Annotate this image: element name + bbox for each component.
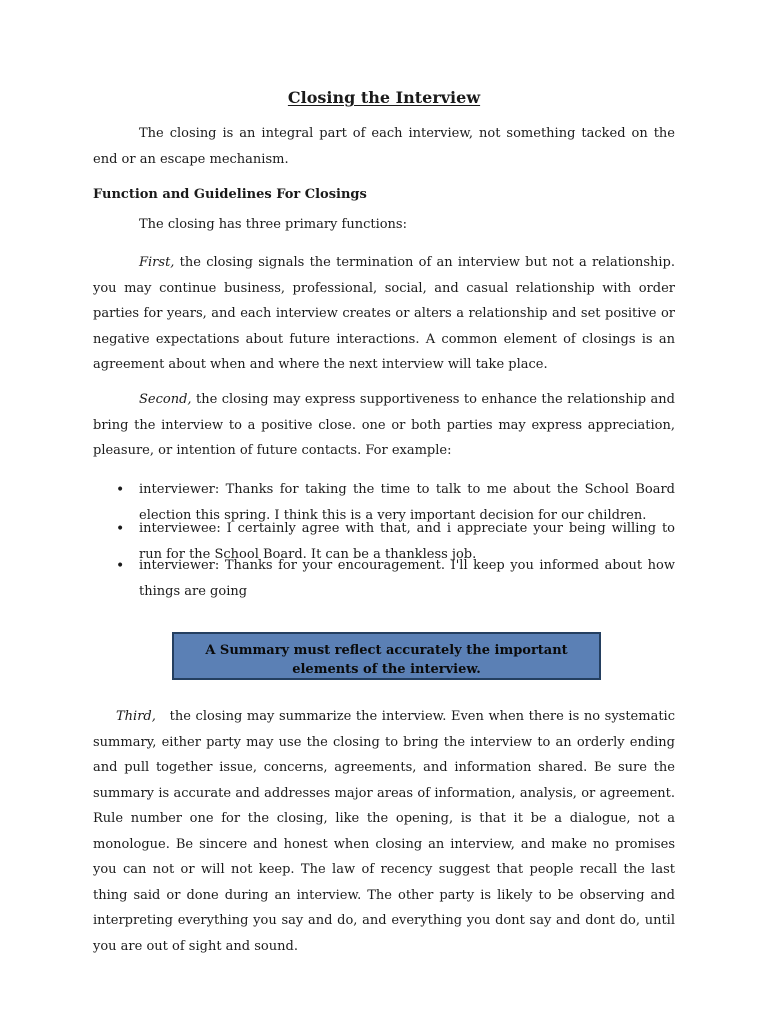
second-function-paragraph (93, 387, 675, 464)
example-list (93, 477, 675, 605)
second-lead: Second, (139, 392, 192, 407)
bullet-icon: • (116, 482, 125, 498)
bullet-icon: • (116, 558, 125, 574)
intro-paragraph: The closing is an integral part of each interview, not something tacked on the end or an escape mechanism. (93, 126, 675, 167)
example-text: interviewer: Thanks for taking the time to talk to me about the School Board election this spring. I think this is a very important decision for our children. (139, 482, 675, 523)
example-text: interviewee: I certainly agree with that, and i appreciate your being willing to run for the School Board. It can be a thankless job. (139, 521, 675, 562)
first-text: the closing signals the termination of an interview but not a relationship. you may continue business, professional, social, and casual relationship with order parties for years, and each interview creates or alters a relationship and set positive or negative expectations about future interactions. A common element of closings is an agreement about when and where the next interview will take place. (93, 255, 675, 372)
first-lead: First, (139, 255, 175, 270)
section-heading: Function and Guidelines For Closings (93, 187, 367, 202)
document-title: Closing the Interview (287, 88, 481, 107)
third-text: the closing may summarize the interview. Even when there is no systematic summary, either party may use the closing to bring the interview to an orderly ending and pull together issue, concerns, agreements, and information shared. Be sure the summary is accurate and addresses major areas of information, analysis, or agreement. Rule number one for the closing, like the opening, is that it be a dialogue, not a monologue. Be sincere and honest when closing an interview, and make no promises you can not or will not keep. The law of recency suggest that people recall the last thing said or done during an interview. The other party is likely to be observing and interpreting everything you say and do, and everything you dont say and dont do, until you are out of sight and sound. (93, 709, 680, 954)
third-lead: Third, (116, 709, 156, 724)
first-function-paragraph (93, 250, 675, 378)
list-item (93, 553, 675, 605)
functions-intro: The closing has three primary functions: (139, 217, 407, 232)
summary-callout: A Summary must reflect accurately the important elements of the interview. (172, 632, 601, 680)
third-function-paragraph (93, 704, 680, 959)
example-text: interviewer: Thanks for your encouragement. I'll keep you informed about how things are going (139, 558, 675, 599)
second-text: the closing may express supportiveness to enhance the relationship and bring the interview to a positive close. one or both parties may express appreciation, pleasure, or intention of future contacts. For example: (93, 392, 675, 458)
bullet-icon: • (116, 521, 125, 537)
